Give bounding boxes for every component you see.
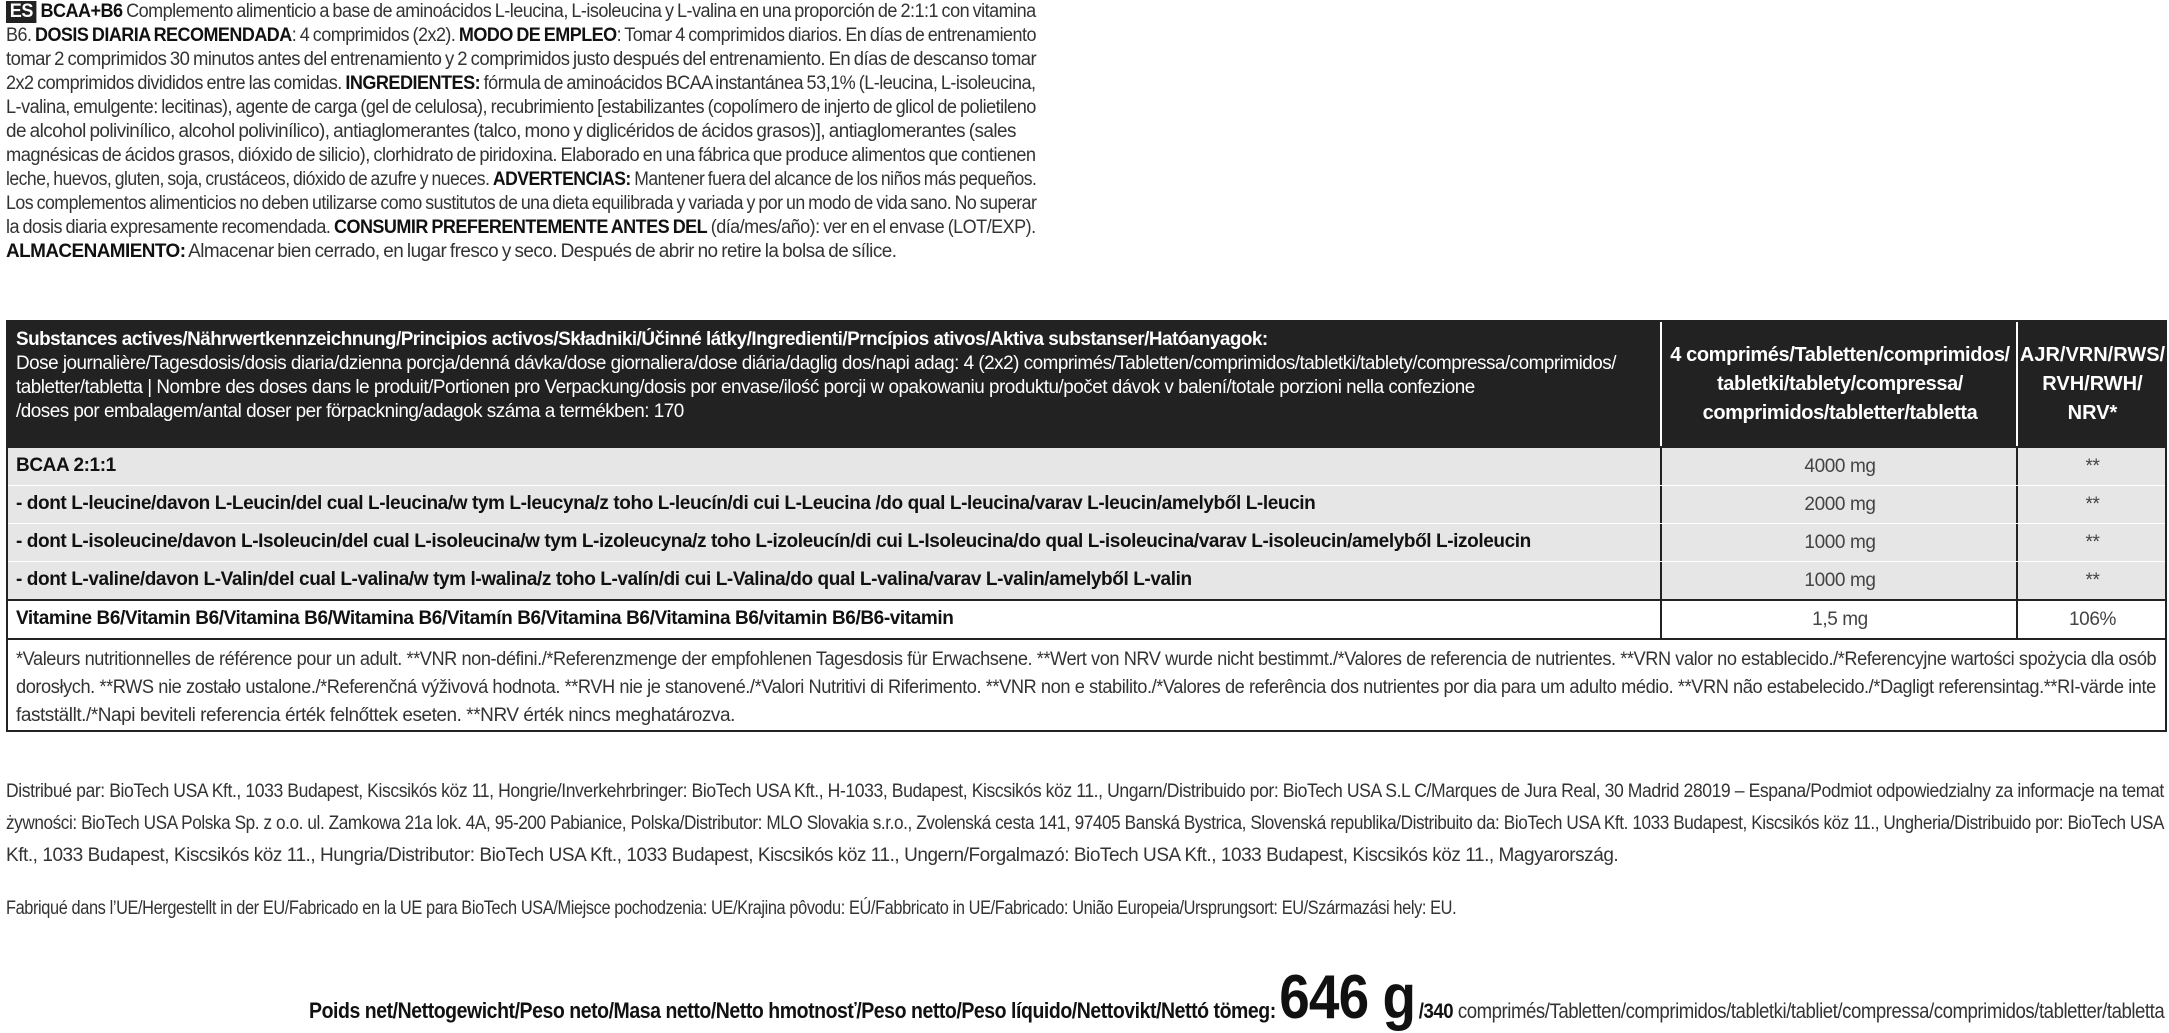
es-line-5: L-valina, emulgente: lecitinas), agente de carga (gel de celulosa), recubrimiento [estabilizantes (copolímero de injerto de glicol de polietileno: [6, 97, 1036, 118]
es-line-10: [6, 216, 1036, 240]
row-nrv: **: [2016, 486, 2167, 523]
es-text: (día/mes/año): ver en el envase (LOT/EXP).: [707, 217, 1036, 238]
es-text: Complemento alimenticio a base de aminoácidos L-leucina, L-isoleucina y L-valina en una proporción de 2:1:1 con vitamina: [122, 1, 1036, 22]
row-amount: 2000 mg: [1660, 486, 2018, 523]
header-amount-label: comprimidos/tabletter/tabletta: [1702, 401, 1978, 424]
es-description: [6, 0, 1041, 264]
row-nrv: **: [2016, 562, 2167, 599]
net-weight: [309, 962, 2164, 1033]
footnote-line: *Valeurs nutritionnelles de référence pour un adult. **VNR non-défini./*Referenzmenge der empfohlenen Tagesdosis für Erwachsene. **Wert von NRV wurde nicht bestimmt./*Valores de referencia de nutrientes. **VRN valor no establecido./*Referencyjne wartości spożycia dla osób: [16, 649, 2157, 670]
es-line-1: [6, 0, 1036, 24]
row-amount: 1000 mg: [1660, 524, 2018, 561]
header-amount-label: tabletki/tablety/compressa/: [1717, 372, 1963, 395]
table-footnote: [8, 638, 2165, 730]
dosage-heading: DOSIS DIARIA RECOMENDADA: [34, 25, 292, 46]
es-line-9: Los complementos alimenticios no deben utilizarse como sustitutos de una dieta equilibrada y variada y por un modo de vida sano. No superar: [6, 193, 1037, 214]
origin-info: Fabriqué dans l’UE/Hergestellt in der EU/Fabricado en la UE para BioTech USA/Miejsce pochodzenia: UE/Krajina pôvodu: EÚ/Fabbricato in UE/Fabricado: União Europeia/Ursprungsort: EU/Származási hely: EU.: [6, 898, 1457, 919]
footnote-line: fastställt./*Napi beviteli referencia érték felnőttek eseten. **NRV érték nincs meghatározva.: [16, 705, 735, 726]
row-name: BCAA 2:1:1: [16, 455, 116, 476]
row-name: Vitamine B6/Vitamin B6/Vitamina B6/Witamina B6/Vitamín B6/Vitamina B6/Vitamina B6/vitamin B6/B6-vitamin: [16, 608, 954, 629]
net-weight-label: Poids net/Nettogewicht/Peso neto/Masa netto/Netto hmotnosť/Peso netto/Peso líquido/Nettovikt/Nettó tömeg:: [308, 998, 1276, 1023]
es-line-6: de alcohol polivinílico, alcohol polivinílico), antiaglomerantes (talco, mono y diglicéridos de ácidos grasos)], antiaglomerantes (sales: [6, 121, 1016, 142]
header-title: Substances actives/Nährwertkennzeichnung/Principios activos/Składniki/Účinné látky/Ingredienti/Prncípios ativos/Aktiva substanser/Hatóanyagok:: [16, 329, 1268, 350]
distributor-info: [6, 776, 2166, 872]
header-dose-line: /doses por embalagem/antal doser per förpackning/adagok száma a termékben: 170: [16, 401, 684, 422]
row-name: - dont L-valine/davon L-Valin/del cual L-valina/w tym l-walina/z toho L-valín/di cui L-Valina/do qual L-valina/varav L-valin/amelyből L-valin: [16, 569, 1192, 590]
row-nrv: **: [2016, 524, 2167, 561]
table-row: [8, 561, 2165, 599]
header-dose-line: tabletter/tabletta | Nombre des doses dans le produit/Portionen pro Verpackung/dosis por envase/ilość porcji w opakowaniu produktu/počet dávok v balení/totale porzioni nella confezione: [16, 377, 1475, 398]
header-nrv-column: [2016, 322, 2167, 446]
tablet-count: [1418, 1000, 2164, 1024]
net-weight-value: 646 g: [1279, 963, 1415, 1032]
es-line-3: tomar 2 comprimidos 30 minutos antes del entrenamiento y 2 comprimidos justo después del entrenamiento. En días de descanso tomar: [6, 49, 1037, 70]
best-before-heading: CONSUMIR PREFERENTEMENTE ANTES DEL: [333, 217, 708, 238]
es-text: B6.: [6, 25, 35, 46]
row-amount: 4000 mg: [1660, 448, 2018, 485]
table-row: [8, 485, 2165, 523]
ingredients-heading: INGREDIENTES:: [345, 73, 481, 94]
header-amount-label: 4 comprimés/Tabletten/comprimidos/: [1670, 343, 2010, 366]
footnote-line: dorosłych. **RWS nie zostało ustalone./*Referenčná výživová hodnota. **RVH nie je stanovené./*Valori Nutritivi di Riferimento. **VNR non e stabilito./*Valores de referência dos nutrientes por dia para um adulto médio. **VRN não estabelecido./*Dagligt referensintag.**RI-värde inte: [16, 677, 2156, 698]
row-nrv: 106%: [2016, 601, 2167, 638]
distributor-line: Kft., 1033 Budapest, Kiscsikós köz 11., Hungria/Distributor: BioTech USA Kft., 1033 Budapest, Kiscsikós köz 11., Ungern/Forgalmazó: BioTech USA Kft., 1033 Budapest, Kiscsikós köz 11., Magyarország.: [6, 845, 1619, 866]
tablet-count-number: /340: [1418, 1000, 1453, 1023]
es-line-8: [6, 168, 1037, 192]
es-text: : Tomar 4 comprimidos diarios. En días de entrenamiento: [616, 25, 1036, 46]
header-nrv-label: AJR/VRN/RWS/: [2019, 343, 2166, 366]
table-row: [8, 523, 2165, 561]
tablet-count-text: comprimés/Tabletten/comprimidos/tabletki/tabliet/compressa/comprimidos/tabletter/tabletta: [1452, 1000, 2164, 1023]
header-description: [16, 328, 1656, 424]
es-text: fórmula de aminoácidos BCAA instantánea 53,1% (L-leucina, L-isoleucina,: [480, 73, 1036, 94]
es-line-7: magnésicas de ácidos grasos, dióxido de silicio), clorhidrato de piridoxina. Elaborado en una fábrica que produce alimentos que contienen: [6, 145, 1036, 166]
row-name: - dont L-leucine/davon L-Leucin/del cual L-leucina/w tym L-leucyna/z toho L-leucín/di cui L-Leucina /do qual L-leucina/varav L-leucin/amelyből L-leucin: [16, 493, 1316, 514]
es-line-4: [6, 72, 1036, 96]
nutrition-table: [6, 320, 2167, 732]
row-nrv: **: [2016, 448, 2167, 485]
table-row: [8, 446, 2165, 485]
row-name: - dont L-isoleucine/davon L-Isoleucin/del cual L-isoleucina/w tym L-izoleucyna/z toho L-izoleucín/di cui L-Isoleucina/do qual L-isoleucina/varav L-isoleucin/amelyből L-izoleucin: [16, 531, 1531, 552]
product-name: BCAA+B6: [40, 1, 123, 22]
row-amount: 1000 mg: [1660, 562, 2018, 599]
header-amount-column: [1660, 322, 2018, 446]
es-text: leche, huevos, gluten, soja, crustáceos, dióxido de azufre y nueces.: [6, 169, 493, 190]
distributor-line: żywności: BioTech USA Polska Sp. z o.o. ul. Zamkowa 21a lok. 4A, 95-200 Pabianice, Polska/Distributor: MLO Slovakia s.r.o., Zvolenská cesta 141, 97405 Banská Bystrica, Slovenská republika/Distribuito da: BioTech USA Kft. 1033 Budapest, Kiscsikós köz 11., Ungheria/Distribuido por: BioTech USA: [6, 813, 2165, 834]
usage-heading: MODO DE EMPLEO: [458, 25, 617, 46]
es-text: la dosis diaria expresamente recomendada.: [6, 217, 334, 238]
es-line-2: [6, 24, 1036, 48]
header-dose-line: Dose journalière/Tagesdosis/dosis diaria/dzienna porcja/denná dávka/dose giornaliera/dose diária/daglig dos/napi adag: 4 (2x2) comprimés/Tabletten/comprimidos/tabletki/tablety/compressa/comprimidos/: [16, 353, 1616, 374]
distributor-line: Distribué par: BioTech USA Kft., 1033 Budapest, Kiscsikós köz 11, Hongrie/Inverkehrbringer: BioTech USA Kft., H-1033, Budapest, Kiscsikós köz 11., Ungarn/Distribuido por: BioTech USA S.L C/Marques de Jura Real, 30 Madrid 28019 – Espana/Podmiot odpowiedzialny za informacje na temat: [6, 781, 2164, 802]
es-line-11: [6, 240, 1036, 264]
header-nrv-label: RVH/RWH/: [2042, 372, 2143, 395]
es-text: Almacenar bien cerrado, en lugar fresco y seco. Después de abrir no retire la bolsa de sílice.: [185, 241, 897, 262]
storage-heading: ALMACENAMIENTO:: [6, 241, 186, 262]
table-header: [8, 322, 2165, 446]
warnings-heading: ADVERTENCIAS:: [492, 169, 631, 190]
es-text: Mantener fuera del alcance de los niños más pequeños.: [630, 169, 1037, 190]
row-amount: 1,5 mg: [1660, 601, 2018, 638]
es-text: 2x2 comprimidos divididos entre las comidas.: [6, 73, 346, 94]
language-badge: ES: [6, 1, 37, 23]
header-nrv-label: NRV*: [2067, 401, 2118, 424]
table-row: [8, 599, 2165, 638]
es-text: : 4 comprimidos (2x2).: [291, 25, 459, 46]
